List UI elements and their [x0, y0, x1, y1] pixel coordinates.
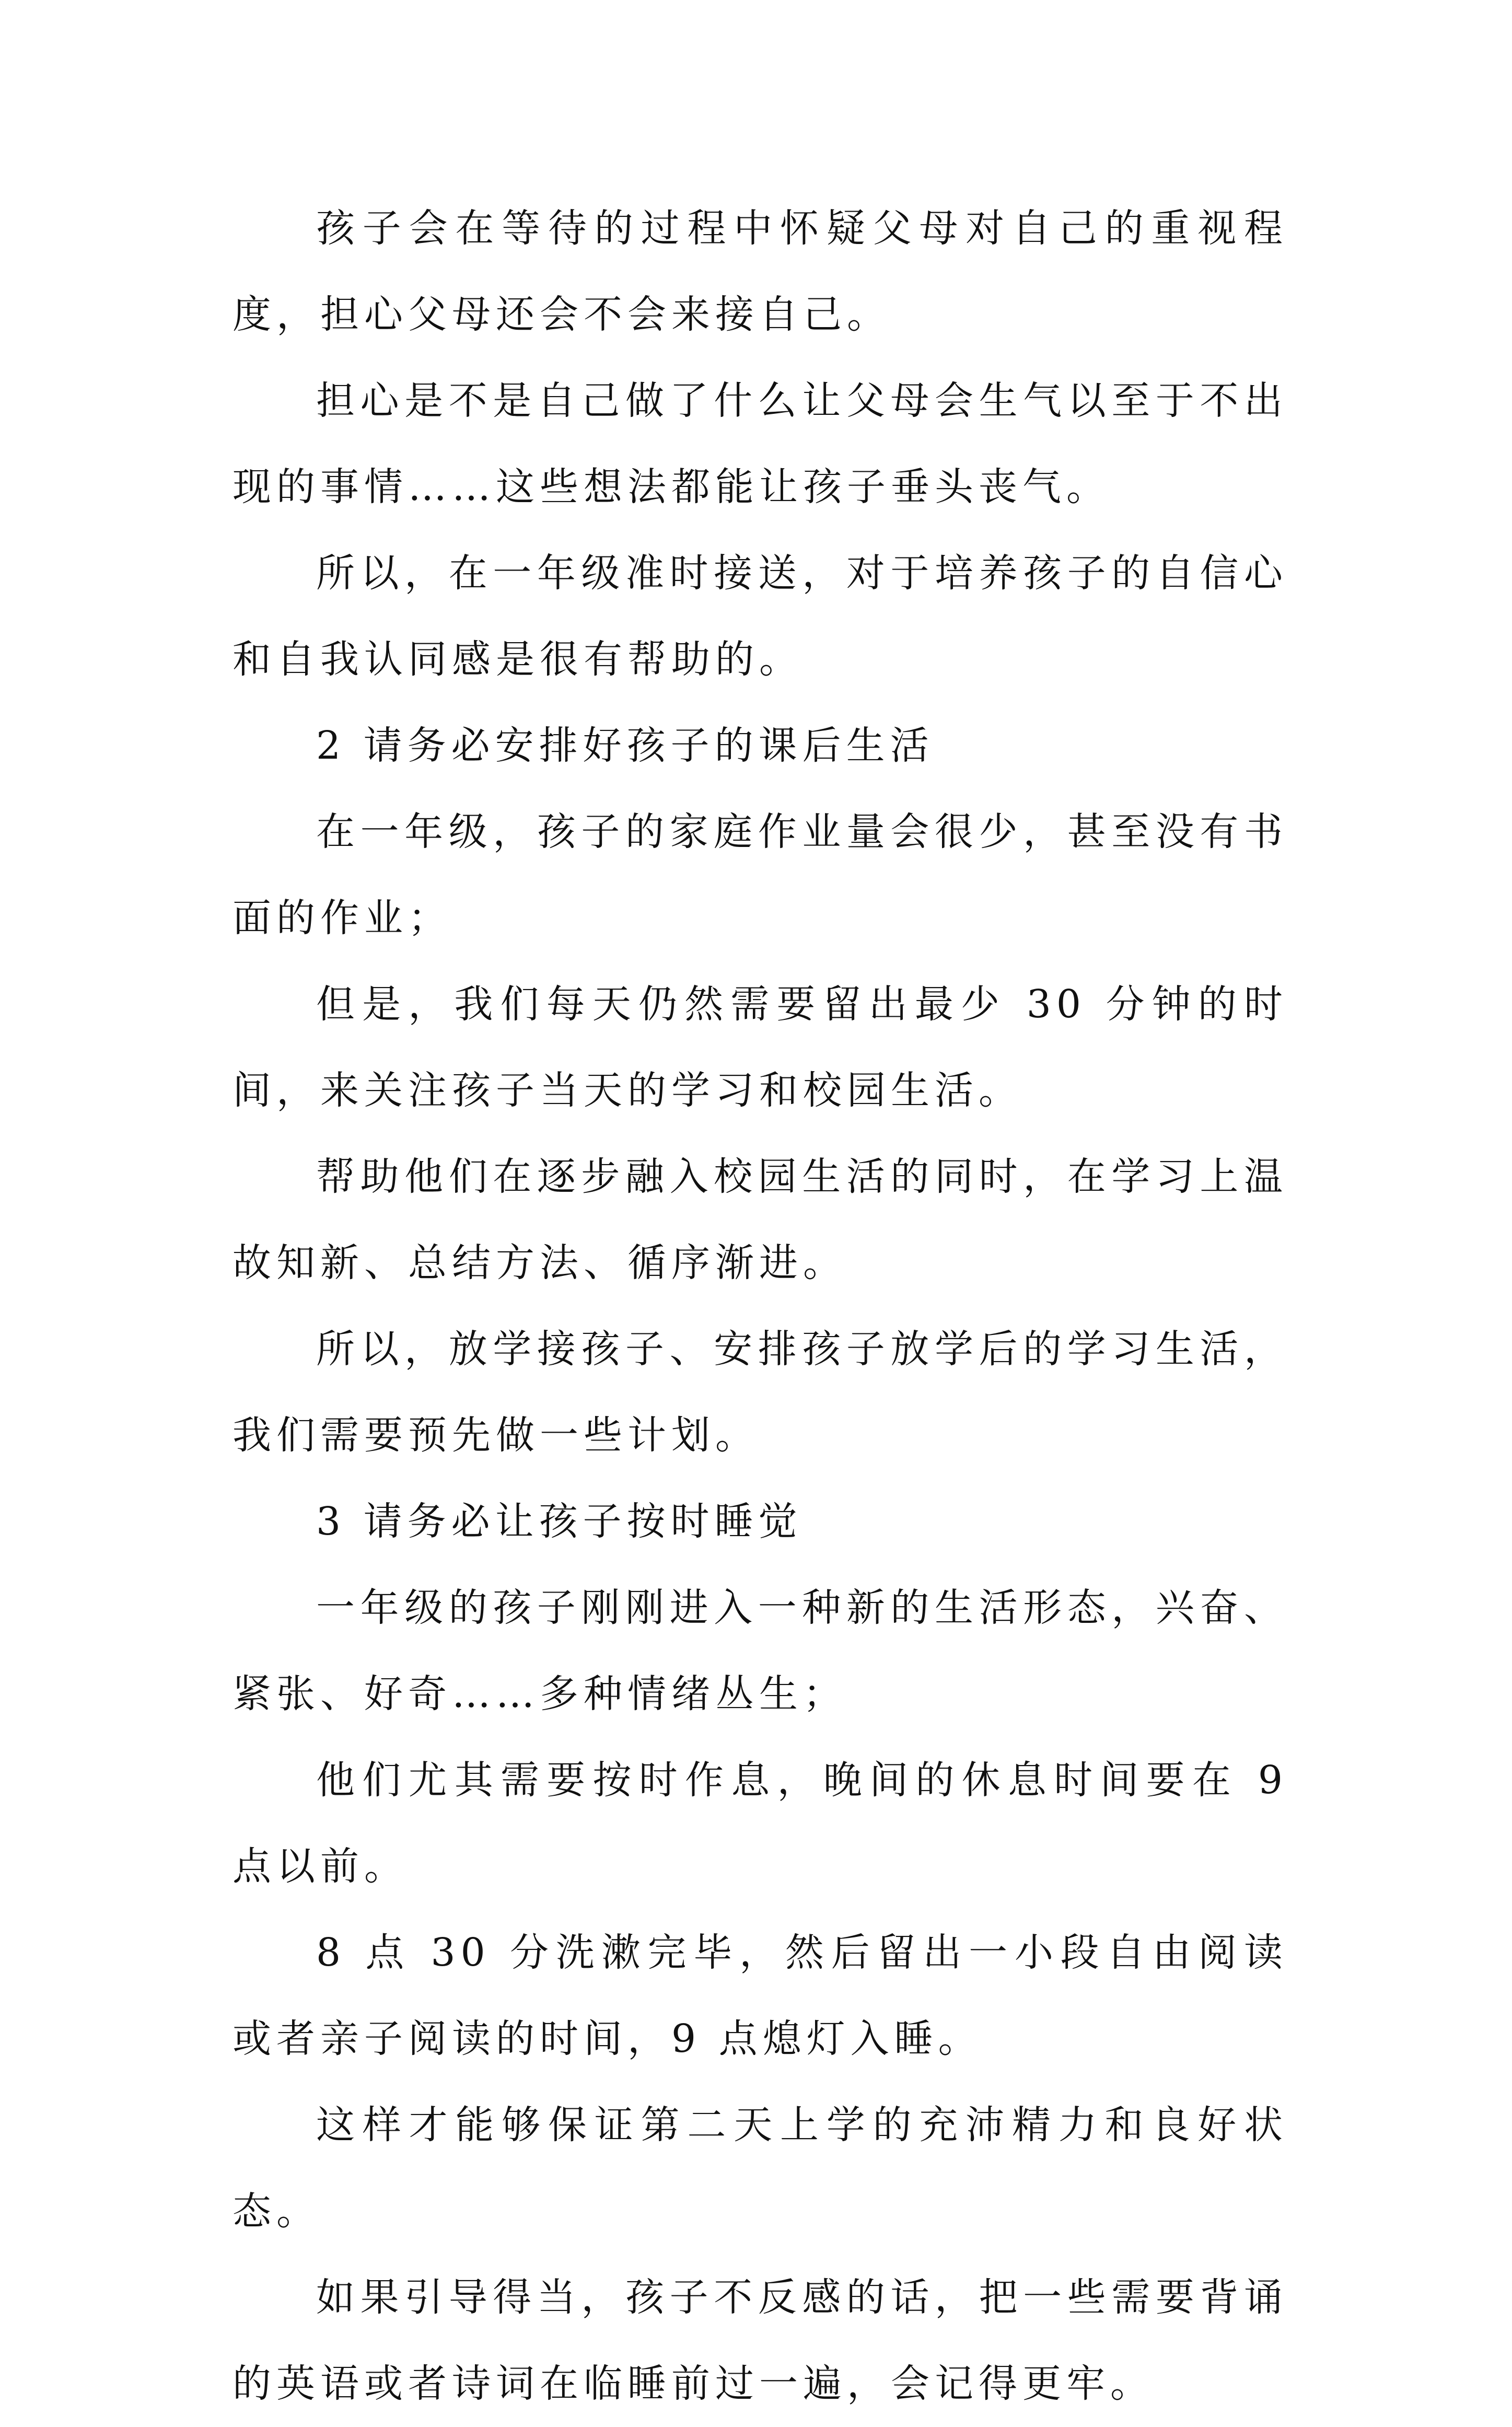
paragraph-10: 8 点 30 分洗漱完毕，然后留出一小段自由阅读或者亲子阅读的时间，9 点熄灯入睡。: [232, 1930, 1288, 2061]
paragraph-4: 在一年级，孩子的家庭作业量会很少，甚至没有书面的作业；: [232, 809, 1288, 940]
document-body: [232, 185, 1288, 2427]
paragraph-5: 但是，我们每天仍然需要留出最少 30 分钟的时间，来关注孩子当天的学习和校园生活。: [232, 982, 1288, 1113]
section-heading-3: 3 请务必让孩子按时睡觉: [316, 1499, 802, 1544]
paragraph-11: 这样才能够保证第二天上学的充沛精力和良好状态。: [232, 2103, 1288, 2234]
paragraph-7: 所以，放学接孩子、安排孩子放学后的学习生活，我们需要预先做一些计划。: [232, 1327, 1288, 1458]
paragraph-12: 如果引导得当，孩子不反感的话，把一些需要背诵的英语或者诗词在临睡前过一遍，会记得更牢。: [232, 2275, 1288, 2406]
section-heading-2: 2 请务必安排好孩子的课后生活: [316, 723, 934, 768]
paragraph-3: 所以，在一年级准时接送，对于培养孩子的自信心和自我认同感是很有帮助的。: [232, 551, 1288, 682]
paragraph-8: 一年级的孩子刚刚进入一种新的生活形态，兴奋、紧张、好奇……多种情绪丛生；: [232, 1585, 1288, 1716]
paragraph-1: 孩子会在等待的过程中怀疑父母对自己的重视程度，担心父母还会不会来接自己。: [232, 206, 1288, 337]
paragraph-6: 帮助他们在逐步融入校园生活的同时，在学习上温故知新、总结方法、循序渐进。: [232, 1154, 1288, 1285]
paragraph-9: 他们尤其需要按时作息，晚间的休息时间要在 9 点以前。: [232, 1758, 1288, 1889]
paragraph-2: 担心是不是自己做了什么让父母会生气以至于不出现的事情……这些想法都能让孩子垂头丧气。: [232, 378, 1288, 509]
